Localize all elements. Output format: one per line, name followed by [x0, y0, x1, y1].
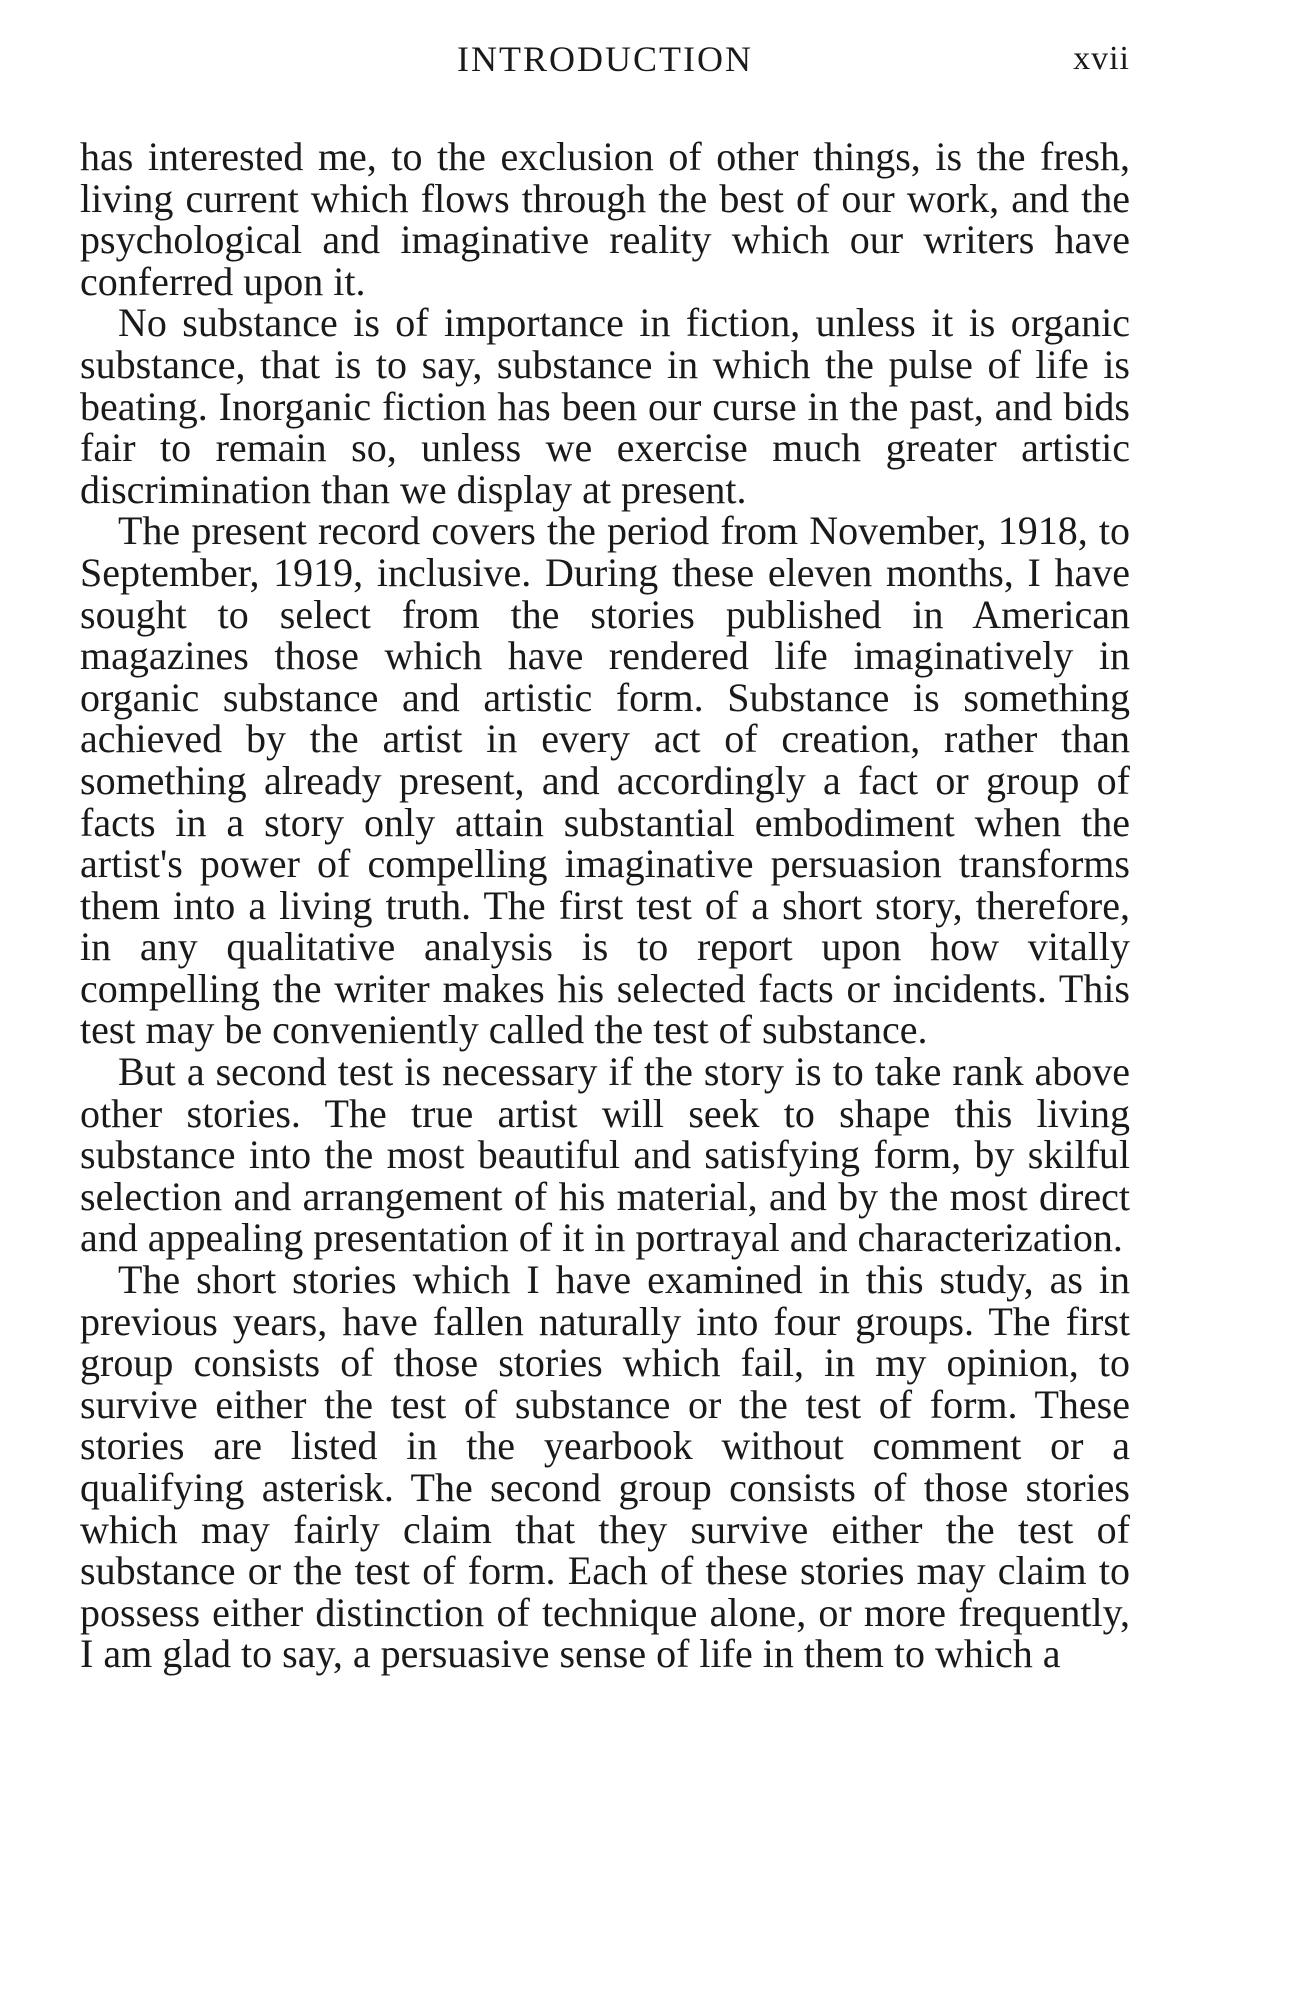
paragraph-continued: has interested me, to the exclusion of other things, is the fresh, living current which flows through the best of our work, and the psychological and imaginative reality which our writers have conferred upon it.	[80, 134, 1130, 304]
body-text	[80, 136, 1130, 1675]
page-number: xvii	[1073, 40, 1130, 77]
paragraph: But a second test is necessary if the story is to take rank above other stories. The true artist will seek to shape this living substance into the most beautiful and satisfying form, by skilful selection and arrangement of his material, and by the most direct and appealing presentation of it in portrayal and characterization.	[80, 1049, 1130, 1261]
running-head	[80, 38, 1130, 98]
paragraph: The present record covers the period from November, 1918, to September, 1919, inclusive. During these eleven months, I have sought to select from the stories published in American magazines those which have rendered life imaginatively in organic substance and artistic form. Substance is something achieved by the artist in every act of creation, rather than something already present, and accordingly a fact or group of facts in a story only attain substantial embodiment when the artist's power of compelling imaginative persuasion transforms them into a living truth. The first test of a short story, therefore, in any qualitative analysis is to report upon how vitally compelling the writer makes his selected facts or incidents. This test may be conveniently called the test of substance.	[80, 508, 1130, 1053]
running-head-title: INTRODUCTION	[457, 39, 753, 79]
paragraph: No substance is of importance in fiction, unless it is organic substance, that is to say, substance in which the pulse of life is beating. Inorganic fiction has been our curse in the past, and bids fair to remain so, unless we exercise much greater artistic discrimination than we display at present.	[80, 300, 1130, 512]
paragraph: The short stories which I have examined in this study, as in previous years, have fallen naturally into four groups. The first group consists of those stories which fail, in my opinion, to survive either the test of substance or the test of form. These stories are listed in the yearbook without comment or a qualifying asterisk. The second group consists of those stories which may fairly claim that they survive either the test of substance or the test of form. Each of these stories may claim to possess either distinction of technique alone, or more frequently, I am glad to say, a persuasive sense of life in them to which a	[80, 1257, 1130, 1677]
